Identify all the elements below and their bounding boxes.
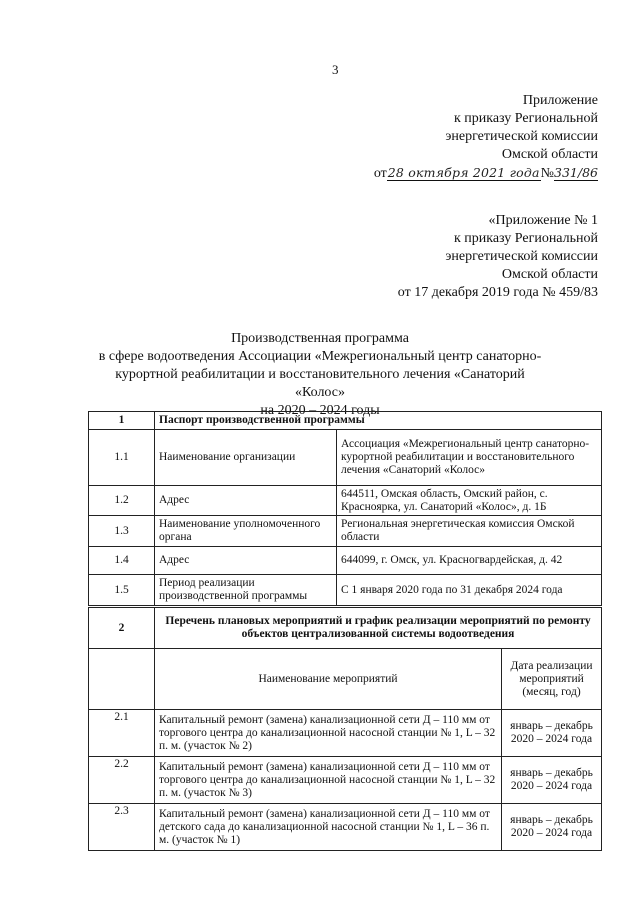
appendix-line: Приложение — [522, 93, 598, 108]
row-label: Период реализации производственной программы — [155, 575, 337, 606]
table-row — [89, 575, 602, 606]
row-label: Наименование уполномоченного органа — [155, 516, 337, 547]
table-row — [89, 804, 602, 851]
row-number: 1.3 — [89, 516, 155, 547]
table-row — [89, 608, 602, 649]
column-header-name: Наименование мероприятий — [155, 649, 502, 710]
appendix-line: энергетической комиссии — [445, 249, 598, 264]
section-header: Паспорт производственной программы — [155, 412, 602, 430]
appendix-line: к приказу Региональной — [453, 231, 598, 246]
empty-cell — [89, 649, 155, 710]
appendix-line: «Приложение № 1 — [488, 213, 598, 228]
measure-name: Капитальный ремонт (замена) канализационной сети Д – 110 мм от торгового центра до канализационной насосной станции № 1, L – 32 п. м. (участок № 2) — [155, 710, 502, 757]
row-label: Адрес — [155, 547, 337, 575]
row-value: 644511, Омская область, Омский район, с. Красноярка, ул. Санаторий «Колос», д. 1Б — [337, 486, 602, 516]
row-number: 2.1 — [89, 710, 155, 757]
page-number: 3 — [332, 62, 339, 77]
row-label: Адрес — [155, 486, 337, 516]
row-value: Ассоциация «Межрегиональный центр санаторно-курортной реабилитации и восстановительного лечения «Санаторий «Колос» — [337, 430, 602, 486]
measure-name: Капитальный ремонт (замена) канализационной сети Д – 110 мм от детского сада до канализационной насосной станции № 1, L – 36 п. м. (участок № 1) — [155, 804, 502, 851]
section-number: 2 — [89, 608, 155, 649]
table-row — [89, 430, 602, 486]
document-title — [96, 330, 544, 420]
row-number: 2.3 — [89, 804, 155, 851]
order-prefix: от — [373, 166, 387, 181]
row-value: 644099, г. Омск, ул. Красногвардейская, д. 42 — [337, 547, 602, 575]
table-row — [89, 486, 602, 516]
measure-name: Капитальный ремонт (замена) канализационной сети Д – 110 мм от торгового центра до канализационной насосной станции № 1, L – 32 п. м. (участок № 3) — [155, 757, 502, 804]
title-line: в сфере водоотведения Ассоциации «Межрегиональный центр санаторно- — [98, 349, 542, 364]
table-row — [89, 412, 602, 430]
row-number: 1.5 — [89, 575, 155, 606]
table-row — [89, 757, 602, 804]
order-date-line — [374, 164, 598, 183]
measures-table — [88, 607, 602, 851]
column-header-date: Дата реализации мероприятий (месяц, год) — [502, 649, 602, 710]
table-row — [89, 649, 602, 710]
measure-date: январь – декабрь 2020 – 2024 года — [502, 757, 602, 804]
passport-table — [88, 411, 602, 606]
title-line: Производственная программа — [231, 331, 409, 346]
section-number: 1 — [89, 412, 155, 430]
number-prefix: № — [540, 166, 555, 181]
row-number: 2.2 — [89, 757, 155, 804]
title-line: на 2020 – 2024 годы — [260, 403, 380, 418]
appendix-current — [374, 92, 598, 183]
title-line: курортной реабилитации и восстановительного лечения «Санаторий «Колос» — [115, 367, 525, 400]
appendix-line: к приказу Региональной — [453, 111, 598, 126]
row-number: 1.2 — [89, 486, 155, 516]
table-row — [89, 710, 602, 757]
appendix-line: Омской области — [501, 267, 598, 282]
row-value: С 1 января 2020 года по 31 декабря 2024 года — [337, 575, 602, 606]
table-row — [89, 547, 602, 575]
section-header: Перечень плановых мероприятий и график реализации мероприятий по ремонту объектов централизованной системы водоотведения — [155, 608, 602, 649]
measure-date: январь – декабрь 2020 – 2024 года — [502, 710, 602, 757]
table-row — [89, 516, 602, 547]
handwritten-date: 28 октября 2021 года — [387, 165, 540, 180]
measure-date: январь – декабрь 2020 – 2024 года — [502, 804, 602, 851]
row-number: 1.1 — [89, 430, 155, 486]
handwritten-number: 331/86 — [554, 165, 598, 180]
appendix-line: энергетической комиссии — [445, 129, 598, 144]
row-label: Наименование организации — [155, 430, 337, 486]
row-value: Региональная энергетическая комиссия Омской области — [337, 516, 602, 547]
appendix-line: от 17 декабря 2019 года № 459/83 — [397, 285, 598, 300]
appendix-line: Омской области — [501, 147, 598, 162]
row-number: 1.4 — [89, 547, 155, 575]
appendix-original — [398, 212, 598, 302]
